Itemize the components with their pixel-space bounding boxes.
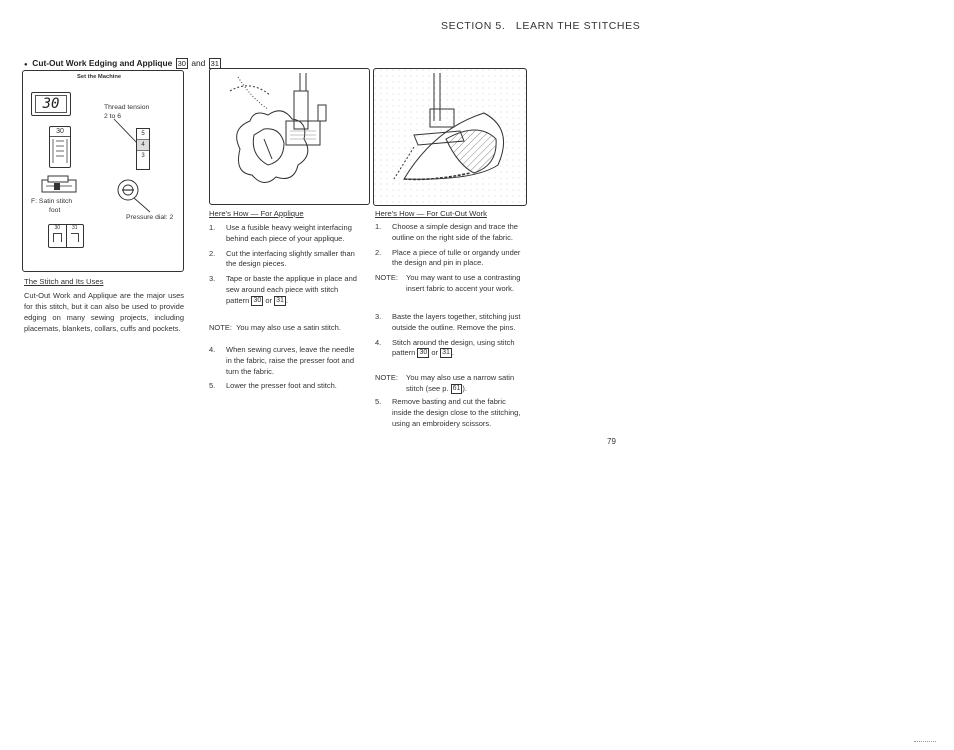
pattern-31-inline: 31	[276, 296, 284, 304]
section-title: LEARN THE STITCHES	[515, 20, 641, 32]
cutout-note-2: NOTE: You may also use a narrow satin stitch (see p. 61 ).	[375, 373, 515, 393]
pattern-30-box: 30	[177, 59, 186, 69]
cutout-steps-b	[375, 312, 525, 359]
stitch-uses-body: Cut-Out Work and Applique are the major uses for this stitch, but it can also be used to provide edging on many sewing projects, including placemats, blankets, collars, cuffs and pockets.	[24, 291, 184, 333]
selector-30: 30	[49, 225, 67, 247]
tension-value-4: 4	[137, 140, 149, 151]
foot-caption: F: Satin stitch foot	[31, 198, 73, 214]
applique-subheading: Here's How — For Applique	[209, 209, 304, 218]
set-machine-label: Set the Machine	[77, 74, 122, 80]
cutout-step-5: 5. Remove basting and cut the fabric inside the design close to the stitching, using an embroidery scissors.	[375, 397, 521, 428]
applique-illustration	[209, 68, 370, 205]
tension-dial	[136, 128, 150, 170]
applique-step-3: 3. Tape or baste the applique in place and sew around each piece with stitch pattern 30 or 31 .	[209, 274, 357, 305]
applique-step-5: 5. Lower the presser foot and stitch.	[209, 381, 337, 391]
heading-text: Cut-Out Work Edging and Applique	[32, 58, 173, 68]
cutout-pattern-31-inline: 31	[442, 349, 450, 357]
cutout-sewing-icon	[374, 69, 526, 205]
stitch-uses-subheading: The Stitch and Its Uses	[24, 277, 104, 286]
dial-lines	[50, 137, 70, 167]
tension-value-3: 3	[141, 153, 145, 159]
pattern-31-box: 31	[210, 59, 219, 69]
cutout-step-2: 2. Place a piece of tulle or organdy under the design and pin in place.	[375, 247, 521, 268]
applique-steps-b	[209, 345, 357, 392]
section-header	[441, 20, 640, 32]
applique-steps-a	[209, 223, 357, 307]
selector-31: 31	[67, 225, 84, 247]
cutout-step-1: 1. Choose a simple design and trace the outline on the right side of the fabric.	[375, 222, 518, 242]
applique-step-2: 2. Cut the interfacing slightly smaller than the design pieces.	[209, 248, 355, 269]
tension-value-5: 5	[137, 129, 149, 140]
display-digits: 30	[35, 95, 67, 113]
pressure-dial-icon	[114, 176, 156, 216]
cutout-subheading: Here's How — For Cut-Out Work	[375, 209, 487, 218]
cutout-steps-c	[375, 397, 525, 429]
pattern-30-inline: 30	[253, 296, 262, 304]
pattern-selector	[48, 224, 84, 248]
applique-step-1: 1. Use a fusible heavy weight interfacing behind each piece of your applique.	[209, 223, 352, 243]
page-heading: ● Cut-Out Work Edging and Applique 30 and 31	[24, 58, 219, 69]
applique-note: NOTE: You may also use a satin stitch.	[209, 323, 341, 332]
cutout-step-3: 3. Baste the layers together, stitching just outside the outline. Remove the pins.	[375, 312, 521, 332]
page-ref-box: 61	[452, 384, 461, 392]
cutout-note-1: NOTE: You may want to use a contrasting insert fabric to accent your work.	[375, 273, 521, 293]
cutout-steps-a	[375, 222, 525, 269]
pressure-dial-label: Pressure dial: 2	[126, 214, 174, 221]
satin-stitch-foot-icon	[40, 174, 80, 196]
page-number: 79	[607, 437, 616, 446]
section-number: SECTION 5.	[441, 20, 506, 32]
cutout-pattern-30-inline: 30	[419, 349, 428, 357]
stitch-display	[31, 92, 71, 116]
cutout-step-4: 4. Stitch around the design, using stitch pattern 30 or 31 .	[375, 337, 515, 358]
applique-step-4: 4. When sewing curves, leave the needle in the fabric, raise the presser foot and turn the fabric.	[209, 345, 355, 376]
heading-and: and	[191, 58, 206, 68]
scan-mark	[914, 741, 936, 744]
thread-tension-label: Thread tension 2 to 6	[104, 104, 150, 120]
stitch-dial	[49, 126, 71, 168]
cutout-illustration	[373, 68, 527, 206]
dial-number: 30	[50, 127, 70, 137]
applique-sewing-icon	[210, 69, 369, 204]
